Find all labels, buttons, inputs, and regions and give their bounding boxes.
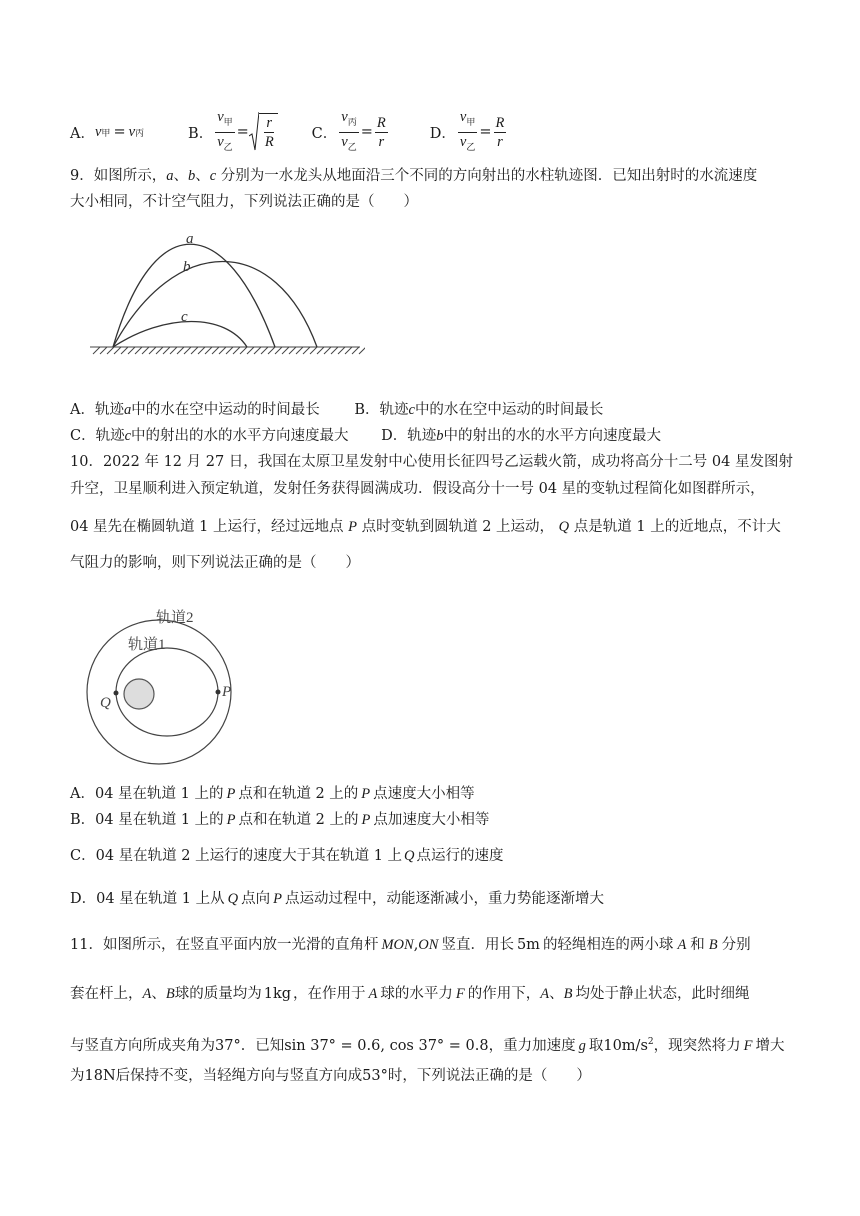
label-b: b [183,259,191,275]
var-Q: Q [404,848,415,864]
q9-option-a[interactable] [70,402,320,418]
q10-stem-line1: 10．2022 年 12 月 27 日，我国在太原卫星发射中心使用长征四号乙运载火箭，成功将高分十二号 04 星发图射 [70,454,793,470]
q8-option-b[interactable] [188,108,278,157]
var-B: B [563,986,573,1002]
var-F: F [455,986,465,1002]
q10-stem-line4: 气阻力的影响，则下列说法正确的是（ ） [70,555,360,571]
var-A: A [142,986,152,1002]
length-value: 5m [516,937,540,953]
point-q [114,691,119,696]
var-v: v [459,133,467,150]
stem-text: 点是轨道 1 上的近地点，不计大 [573,519,781,535]
opt-text: A．轨迹 [70,402,124,418]
option-letter: A． [70,125,95,142]
stem-text: ．已知 [240,1037,285,1054]
var-B: B [708,937,718,953]
trig-values: sin 37° = 0.6, cos 37° = 0.8 [284,1037,489,1054]
stem-text: 后保持不变，当轻绳方向与竖直方向成 [115,1068,363,1084]
q10-option-b[interactable] [70,810,489,830]
stem-text: 取 [588,1037,604,1054]
fraction [494,114,507,151]
stem-text: 套在杆上， [70,986,143,1002]
q9-stem-line2: 大小相同，不计空气阻力，下列说法正确的是（ ） [70,194,418,210]
label-c: c [181,309,188,325]
var-F: F [743,1037,753,1054]
sub-jia: 甲 [466,117,476,128]
opt-text: A．04 星在轨道 1 上的 [70,786,224,802]
equals: = [479,124,492,141]
stem-text: 9．如图所示， [70,168,167,184]
stem-text: 、 [173,168,188,184]
opt-text: 点运动过程中，动能逐渐减小，重力势能逐渐增大 [284,891,604,907]
option-letter: D． [429,125,456,142]
exponent: 2 [647,1037,654,1047]
force-value: 18N [84,1068,116,1084]
q11-line2 [70,984,749,1004]
sub-bing: 丙 [135,128,145,139]
stem-text: 的作用下， [467,986,541,1002]
earth [124,679,154,709]
q11-line3 [70,1032,784,1056]
var-c: c [408,402,415,418]
var-v: v [459,109,467,125]
var-R: R [495,114,505,131]
opt-text: 中的射出的水的水平方向速度最大 [443,428,662,444]
var-a: a [166,168,174,184]
q8-option-a[interactable] [70,122,144,143]
q8-option-c[interactable] [312,108,390,157]
stem-text: 均处于静止状态，此时细绳 [575,986,750,1002]
sub-bing: 丙 [347,117,357,128]
var-P: P [361,812,371,828]
var-g: g [578,1037,586,1054]
var-B: B [165,986,175,1002]
opt-text: C．轨迹 [70,428,125,444]
option-letter: C． [311,125,338,142]
opt-text: C．04 星在轨道 2 上运行的速度大于其在轨道 1 上 [70,848,403,864]
sub-jia: 甲 [101,128,111,139]
var-r: r [378,133,385,150]
label-orbit2: 轨道2 [156,610,194,626]
stem-text: 、 [195,168,210,184]
stem-text: 竖直．用长 [441,937,514,953]
stem-text: ，重力加速度 [488,1037,576,1054]
opt-text: B．轨迹 [354,402,409,418]
var-c: c [124,428,132,444]
var-P: P [348,519,357,535]
sub-yi: 乙 [223,142,233,153]
var-MON: MON [381,937,414,953]
stem-text: 为 [70,1068,85,1084]
var-r: r [497,133,503,150]
q9-option-b[interactable] [354,402,603,418]
var-v: v [217,109,224,125]
radical-sign [249,112,259,152]
var-v: v [341,133,348,150]
angle-value: 37° [215,1037,241,1054]
var-v: v [128,123,136,140]
fraction [375,114,388,151]
opt-text: 点速度大小相等 [373,786,475,802]
stem-text: 球的质量均为 [174,986,262,1002]
var-r: r [266,115,273,132]
var-Q: Q [227,891,239,907]
opt-text: 点和在轨道 2 上的 [238,812,359,828]
stem-text: ，在作用于 [293,986,366,1002]
q10-option-a[interactable] [70,784,475,804]
q9-option-d[interactable] [381,428,661,444]
mass-value: 1kg [263,986,292,1002]
option-letter: B． [188,125,214,142]
q11-line4 [70,1066,591,1086]
opt-text: D．04 星在轨道 1 上从 [70,891,225,907]
label-a: a [186,231,194,247]
equals: = [360,124,373,141]
var-P: P [273,891,282,907]
opt-text: 中的水在空中运动的时间最长 [131,402,320,418]
q9-option-c[interactable] [70,428,349,444]
q9-options-row1 [70,400,603,420]
stem-text: , [413,937,419,953]
var-Q: Q [558,519,570,535]
fraction [458,108,477,157]
var-A: A [540,986,550,1002]
var-v: v [341,109,348,125]
stem-text: 时，下列说法正确的是（ ） [387,1068,591,1084]
var-R: R [376,114,386,131]
opt-text: 点和在轨道 2 上的 [238,786,359,802]
stem-text: 分别 [721,937,751,953]
var-v: v [217,133,224,150]
q11-line1 [70,935,751,955]
point-p [216,690,221,695]
var-A: A [677,937,687,953]
trajectory-c [113,322,247,348]
label-q: Q [100,695,111,711]
var-ON: ON [418,937,439,953]
sub-jia: 甲 [223,117,233,128]
stem-text: 与竖直方向所成夹角为 [70,1037,215,1054]
opt-text: 点向 [241,891,271,907]
q10-orbit-figure [78,600,248,766]
stem-text: 分别为一水龙头从地面沿三个不同的方向射出的水柱轨迹图．已知出射时的水流速度 [216,168,758,184]
var-R: R [264,134,274,151]
stem-text: 的轻绳相连的两小球 [542,937,674,953]
stem-text: 点时变轨到圆轨道 2 上运动， [361,519,555,535]
var-v: v [94,123,102,140]
q10-stem-line3 [70,517,781,537]
equals: = [236,124,249,141]
stem-text: 和 [690,937,705,953]
opt-text: 点加速度大小相等 [373,812,490,828]
sub-yi: 乙 [347,142,357,153]
q10-option-c[interactable] [70,846,504,866]
label-p: P [222,684,232,700]
var-P: P [361,786,371,802]
var-A: A [368,986,378,1002]
opt-text: B．04 星在轨道 1 上的 [70,812,224,828]
fraction [215,108,234,157]
stem-text: 04 星先在椭圆轨道 1 上运行，经过远地点 [70,519,344,535]
trajectory-a [113,244,275,347]
angle-value: 53° [362,1068,388,1084]
label-orbit1: 轨道1 [128,637,166,653]
accel-value: 10m/s [603,1037,648,1054]
q9-stem-line1 [70,166,757,186]
var-P: P [226,812,236,828]
sqrt [249,112,278,152]
q8-option-d[interactable] [430,108,509,157]
var-a: a [123,402,132,418]
sub-yi: 乙 [466,142,476,153]
q10-stem-line2: 升空，卫星顺利进入预定轨道，发射任务获得圆满成功．假设高分十一号 04 星的变轨过程简化如图群所示， [70,481,765,497]
var-P: P [226,786,236,802]
var-c: c [209,168,217,184]
q10-option-d[interactable] [70,889,604,909]
var-b: b [436,428,444,444]
stem-text: 11．如图所示，在竖直平面内放一光滑的直角杆 [70,937,379,953]
stem-text: 、 [151,986,166,1002]
fraction [339,108,358,157]
stem-text: ，现突然将力 [653,1037,741,1054]
opt-text: 中的射出的水的水平方向速度最大 [131,428,349,444]
stem-text: 、 [549,986,564,1002]
stem-text: 增大 [755,1037,785,1054]
opt-text: D．轨迹 [381,428,437,444]
trajectory-b [113,262,317,348]
stem-text: 球的水平力 [380,986,453,1002]
equals: = [113,124,126,141]
q8-options [70,108,540,157]
q9-options-row2 [70,426,661,446]
var-b: b [187,168,196,184]
opt-text: 中的水在空中运动的时间最长 [414,402,604,418]
q9-trajectory-figure [85,228,365,356]
opt-text: 点运行的速度 [416,848,504,864]
